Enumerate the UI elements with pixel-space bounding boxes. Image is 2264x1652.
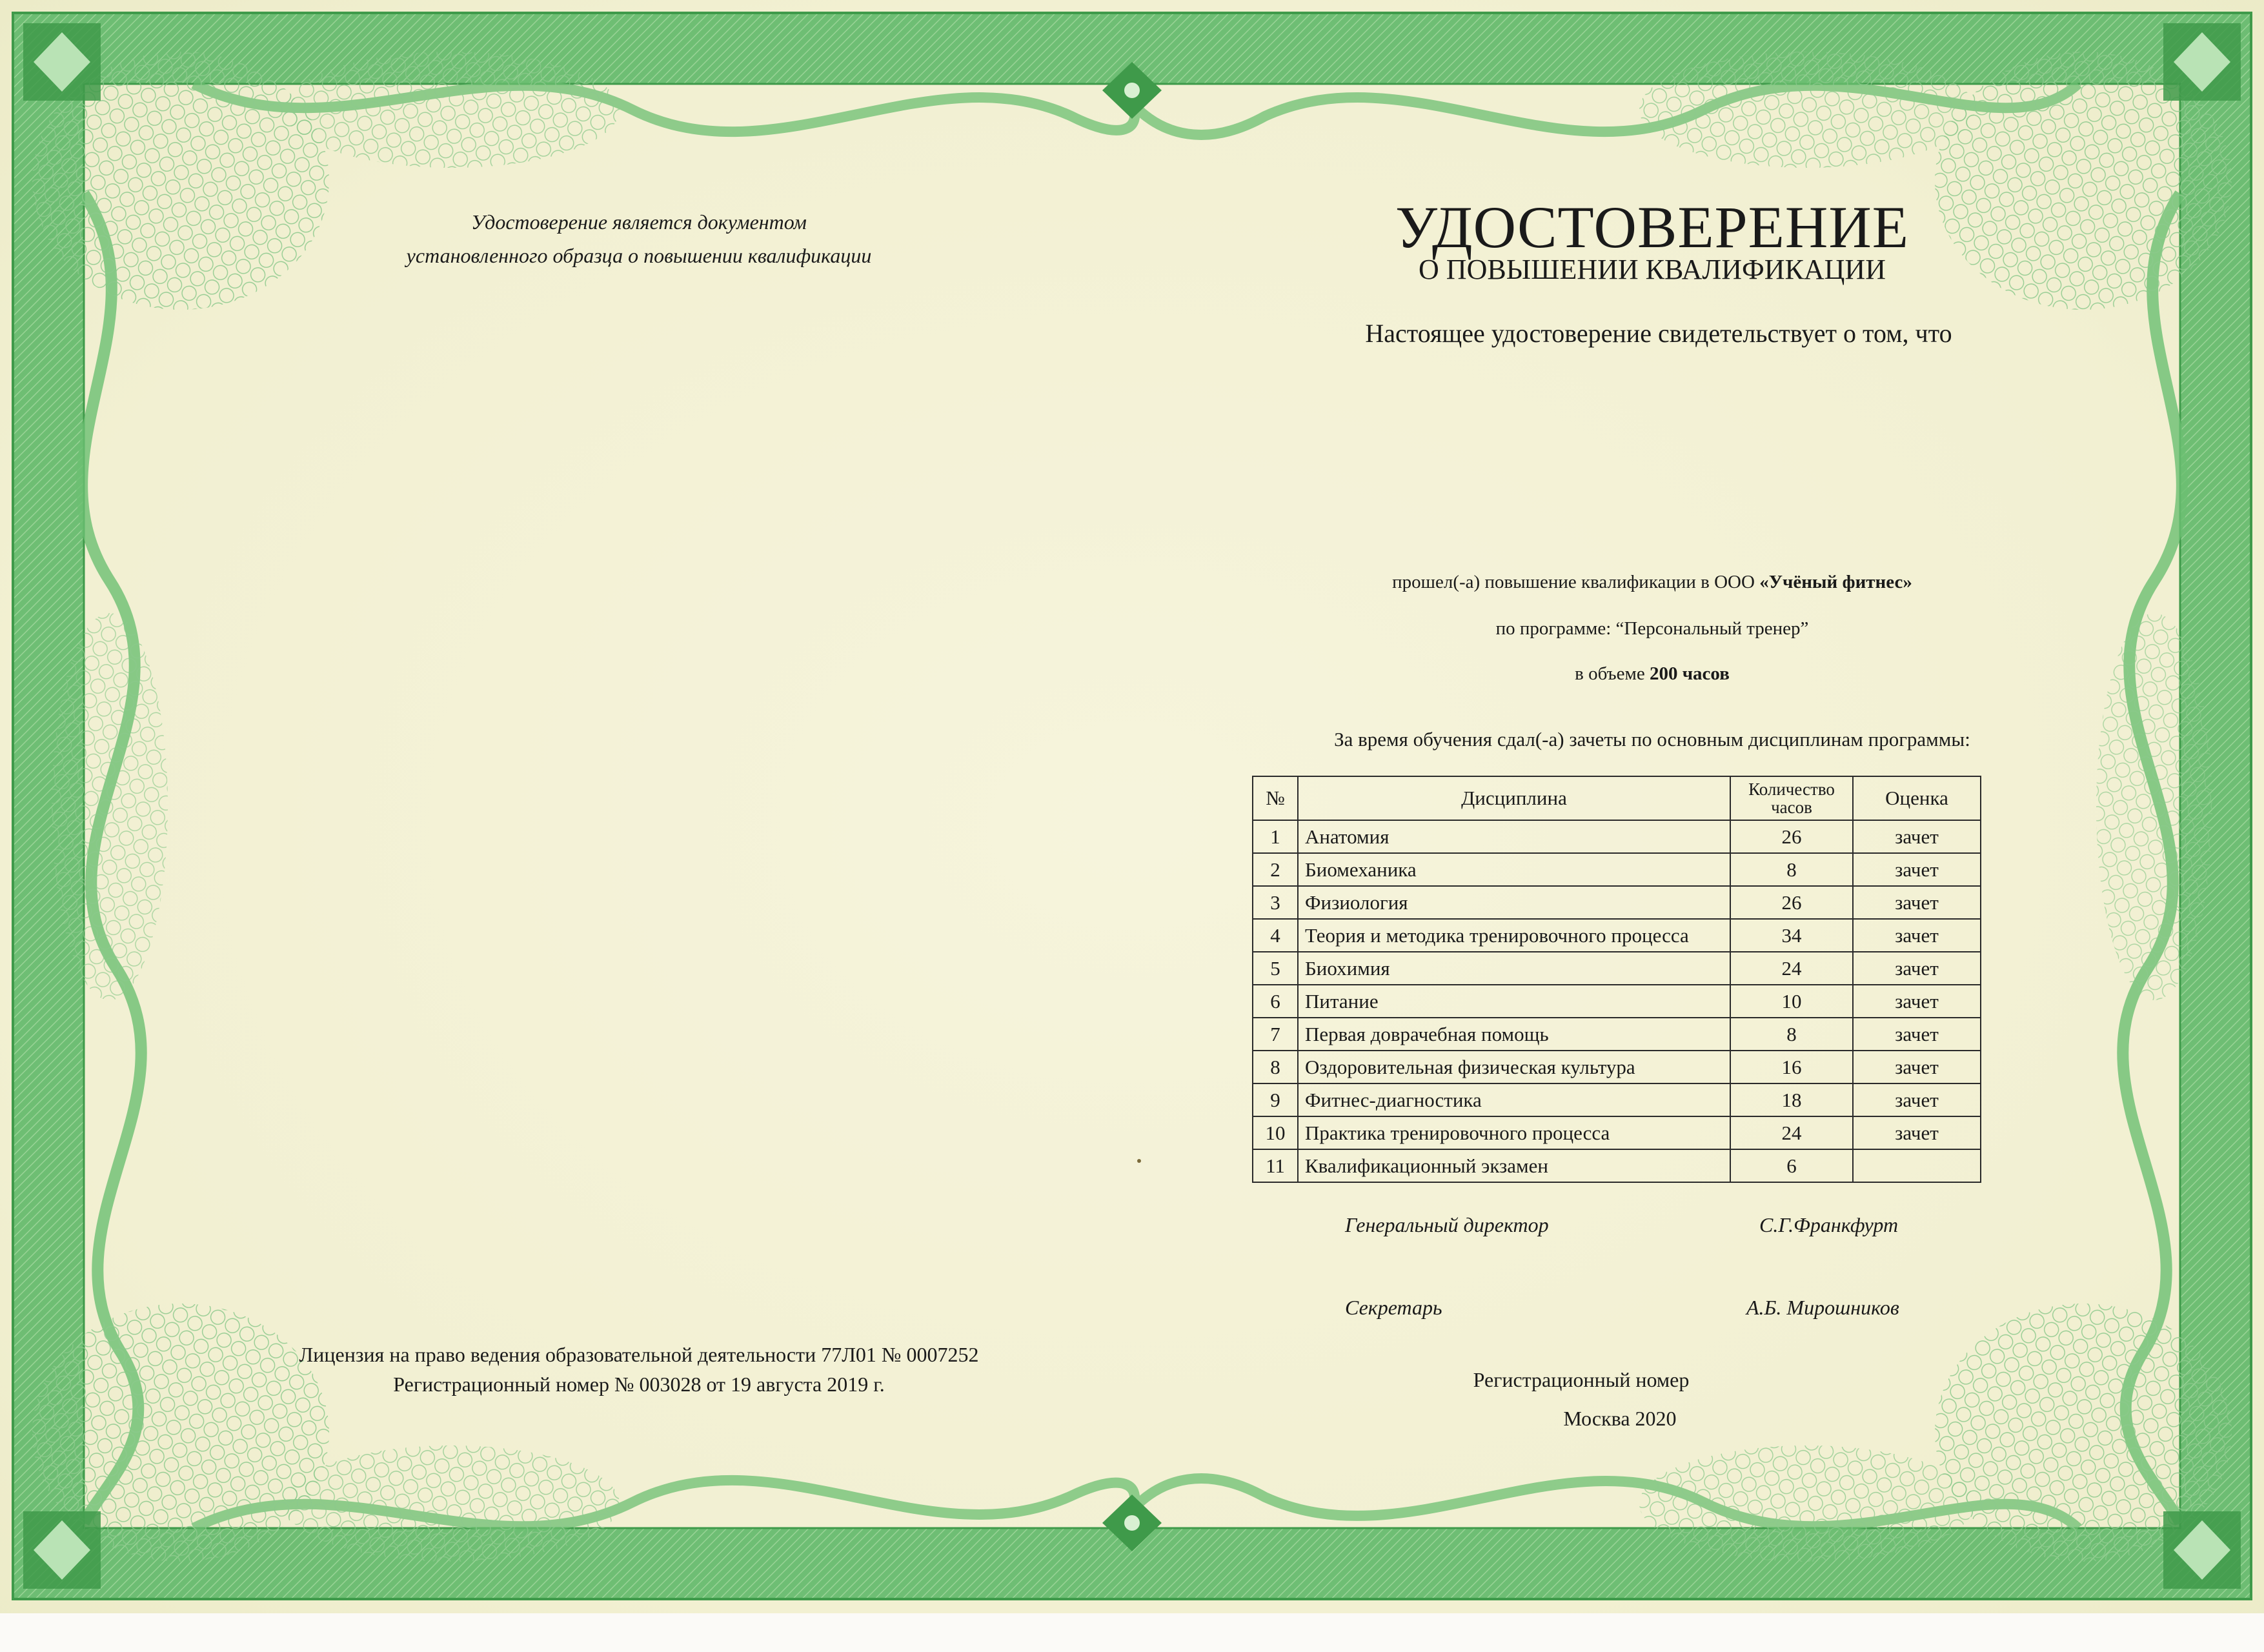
- cell-hours: 10: [1730, 985, 1853, 1018]
- cell-num: 7: [1253, 1018, 1298, 1051]
- cell-num: 10: [1253, 1116, 1298, 1149]
- cell-num: 9: [1253, 1083, 1298, 1116]
- table-header-row: [1253, 776, 1981, 820]
- program-line: по программе: “Персональный тренер”: [1495, 618, 1809, 639]
- cell-hours: 26: [1730, 886, 1853, 919]
- document-title: УДОСТОВЕРЕНИЕ: [1395, 194, 1909, 260]
- table-row: [1253, 919, 1981, 952]
- city-year: Москва 2020: [1563, 1407, 1677, 1430]
- cell-grade: зачет: [1853, 952, 1981, 985]
- lead-sentence: Настоящее удостоверение свидетельствует о том, что: [1365, 319, 1952, 348]
- license-line-1: Лицензия на право ведения образовательной деятельности 77Л01 № 0007252: [299, 1343, 979, 1366]
- cell-name: Оздоровительная физическая культура: [1298, 1051, 1730, 1083]
- table-row: [1253, 985, 1981, 1018]
- volume-line: [1265, 661, 2039, 687]
- license-line-2: Регистрационный номер № 003028 от 19 августа 2019 г.: [393, 1373, 885, 1396]
- cell-name: Анатомия: [1298, 820, 1730, 853]
- organization-name: «Учёный фитнес»: [1759, 572, 1912, 592]
- cell-name: Биохимия: [1298, 952, 1730, 985]
- cell-hours: 24: [1730, 1116, 1853, 1149]
- secretary-name: А.Б. Мирошников: [1746, 1296, 1899, 1319]
- director-title: Генеральный директор: [1345, 1213, 1549, 1236]
- header-discipline: Дисциплина: [1298, 776, 1730, 820]
- cell-name: Питание: [1298, 985, 1730, 1018]
- table-row: [1253, 1018, 1981, 1051]
- cell-hours: 6: [1730, 1149, 1853, 1182]
- cell-grade: зачет: [1853, 1083, 1981, 1116]
- cell-num: 6: [1253, 985, 1298, 1018]
- cell-name: Квалификационный экзамен: [1298, 1149, 1730, 1182]
- cell-num: 2: [1253, 853, 1298, 886]
- cell-num: 4: [1253, 919, 1298, 952]
- cell-grade: зачет: [1853, 1051, 1981, 1083]
- cell-num: 3: [1253, 886, 1298, 919]
- note-line-1: Удостоверение является документом: [471, 210, 807, 234]
- cell-name: Теория и методика тренировочного процесса: [1298, 919, 1730, 952]
- cell-grade: зачет: [1853, 820, 1981, 853]
- cell-grade: зачет: [1853, 853, 1981, 886]
- table-row: [1253, 1051, 1981, 1083]
- document-subtitle: О ПОВЫШЕНИИ КВАЛИФИКАЦИИ: [1419, 254, 1886, 285]
- cell-name: Биомеханика: [1298, 853, 1730, 886]
- cell-hours: 16: [1730, 1051, 1853, 1083]
- cell-hours: 34: [1730, 919, 1853, 952]
- license-info: [245, 1340, 1033, 1399]
- header-grade: Оценка: [1853, 776, 1981, 820]
- cell-grade: зачет: [1853, 919, 1981, 952]
- cell-hours: 24: [1730, 952, 1853, 985]
- header-num: №: [1253, 776, 1298, 820]
- cell-num: 8: [1253, 1051, 1298, 1083]
- qualification-statement: [1265, 569, 2039, 595]
- registration-label: Регистрационный номер: [1473, 1368, 1690, 1391]
- cell-grade: зачет: [1853, 985, 1981, 1018]
- left-page-note: [310, 205, 968, 272]
- cell-num: 1: [1253, 820, 1298, 853]
- cell-hours: 26: [1730, 820, 1853, 853]
- table-row: [1253, 886, 1981, 919]
- table-row: [1253, 1083, 1981, 1116]
- cell-name: Первая доврачебная помощь: [1298, 1018, 1730, 1051]
- header-hours-line-1: Количество: [1748, 780, 1835, 799]
- table-row: [1253, 853, 1981, 886]
- table-row: [1253, 820, 1981, 853]
- cell-name: Практика тренировочного процесса: [1298, 1116, 1730, 1149]
- table-row: [1253, 952, 1981, 985]
- header-hours: [1730, 776, 1853, 820]
- cell-name: Физиология: [1298, 886, 1730, 919]
- cell-num: 5: [1253, 952, 1298, 985]
- table-row: [1253, 1116, 1981, 1149]
- exams-intro: За время обучения сдал(-а) зачеты по основным дисциплинам программы:: [1334, 728, 1970, 750]
- volume-prefix: в объеме: [1575, 663, 1650, 684]
- cell-hours: 18: [1730, 1083, 1853, 1116]
- header-hours-line-2: часов: [1771, 798, 1812, 817]
- cell-num: 11: [1253, 1149, 1298, 1182]
- note-line-2: установленного образца о повышении квалификации: [406, 244, 872, 267]
- cell-grade: зачет: [1853, 1018, 1981, 1051]
- cell-hours: 8: [1730, 853, 1853, 886]
- table-row: [1253, 1149, 1981, 1182]
- cell-grade: [1853, 1149, 1981, 1182]
- scan-margin: [0, 1613, 2264, 1652]
- secretary-title: Секретарь: [1345, 1296, 1442, 1319]
- cell-grade: зачет: [1853, 886, 1981, 919]
- passed-prefix: прошел(-а) повышение квалификации в ООО: [1392, 572, 1760, 592]
- director-name: С.Г.Франкфурт: [1759, 1213, 1899, 1236]
- cell-name: Фитнес-диагностика: [1298, 1083, 1730, 1116]
- disciplines-table: [1252, 776, 1981, 1183]
- paper-speck: [1137, 1159, 1141, 1163]
- volume-hours: 200 часов: [1649, 663, 1730, 684]
- cell-grade: зачет: [1853, 1116, 1981, 1149]
- cell-hours: 8: [1730, 1018, 1853, 1051]
